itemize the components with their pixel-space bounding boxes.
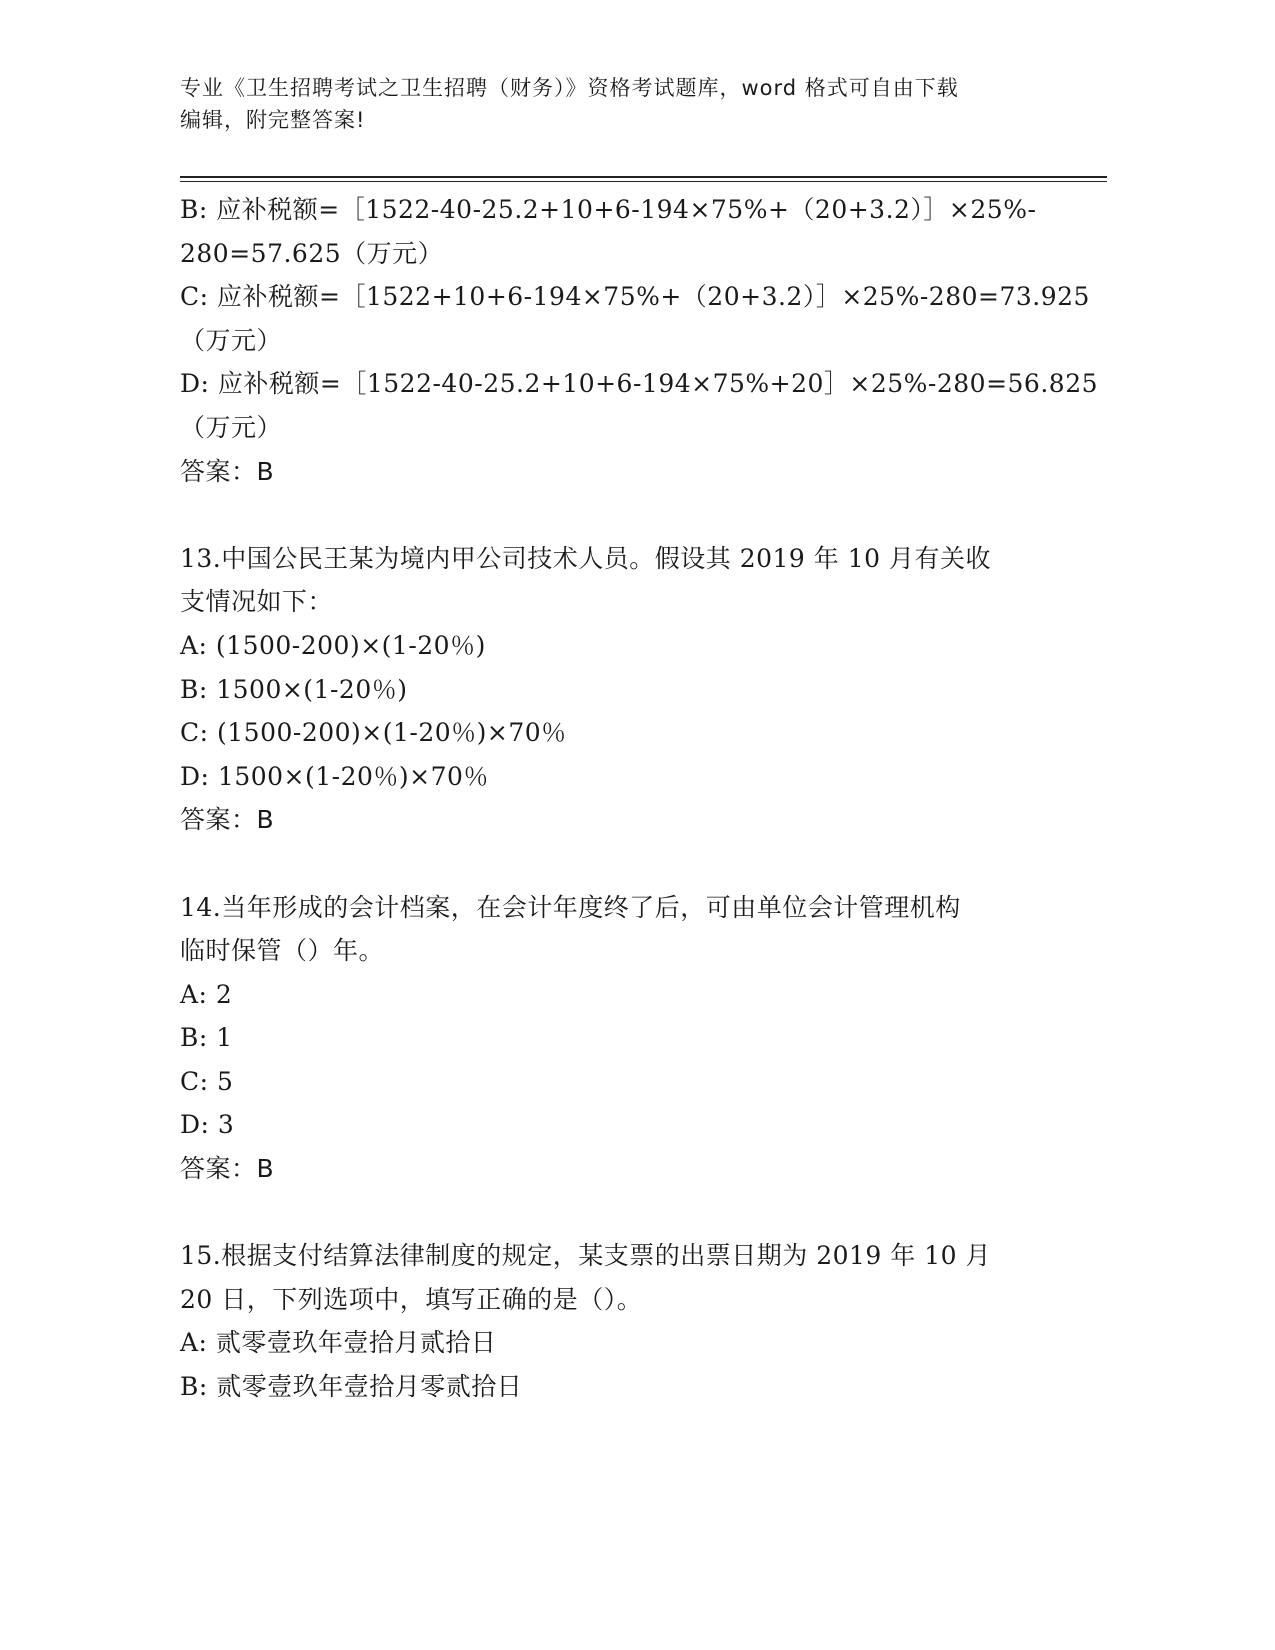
header-title-line-1: 专业《卫生招聘考试之卫生招聘（财务）》资格考试题库，word 格式可自由下载 <box>180 76 959 100</box>
q15-stem-line-1: 15.根据支付结算法律制度的规定，某支票的出票日期为 2019 年 10 月 <box>180 1241 991 1271</box>
q13-option-b: B: 1500×(1-20％) <box>180 674 408 704</box>
q13-stem-line-1: 13.中国公民王某为境内甲公司技术人员。假设其 2019 年 10 月有关收 <box>180 543 991 573</box>
q13-answer: 答案：B <box>180 805 275 835</box>
spacer <box>180 842 1040 886</box>
q15-option-a: A: 贰零壹玖年壹拾月贰拾日 <box>180 1328 497 1358</box>
q12-option-b-line-1: B: 应补税额=［1522-40-25.2+10+6-194×75%+（20+3.2）］×25%- <box>180 195 1037 224</box>
spacer <box>180 493 1040 537</box>
q15-stem-line-2: 20 日，下列选项中，填写正确的是（）。 <box>180 1284 643 1314</box>
q13-option-d: D: 1500×(1-20％)×70％ <box>180 761 489 791</box>
question-list <box>180 188 1099 1409</box>
q14-answer: 答案：B <box>180 1154 275 1184</box>
header-divider-thick <box>180 176 1107 178</box>
q12-option-b-line-2: 280=57.625（万元） <box>180 238 444 268</box>
q12-option-c-line-2: （万元） <box>180 325 283 355</box>
question-15 <box>180 1234 1040 1408</box>
q14-option-c: C: 5 <box>180 1066 234 1096</box>
q14-option-a: A: 2 <box>180 979 233 1009</box>
q14-option-d: D: 3 <box>180 1110 235 1140</box>
q12-option-d-line-1: D: 应补税额=［1522-40-25.2+10+6-194×75%+20］×25%-280=56.825 <box>180 369 1099 399</box>
q14-stem-line-1: 14.当年形成的会计档案，在会计年度终了后，可由单位会计管理机构 <box>180 892 961 922</box>
q13-option-c: C: (1500-200)×(1-20％)×70％ <box>180 718 567 748</box>
question-12 <box>180 188 1099 493</box>
header-divider-thin <box>180 181 1107 182</box>
document-header <box>180 72 1080 136</box>
q14-option-b: B: 1 <box>180 1023 233 1053</box>
q13-option-a: A: (1500-200)×(1-20％) <box>180 630 486 660</box>
question-13 <box>180 537 1040 842</box>
q12-answer: 答案：B <box>180 456 275 486</box>
q12-option-c-line-1: C: 应补税额=［1522+10+6-194×75%+（20+3.2）］×25%-280=73.925 <box>180 282 1090 312</box>
q13-stem-line-2: 支情况如下： <box>180 587 334 617</box>
spacer <box>180 1191 1040 1235</box>
q15-option-b: B: 贰零壹玖年壹拾月零贰拾日 <box>180 1372 523 1402</box>
question-14 <box>180 886 1040 1191</box>
header-title-line-2: 编辑，附完整答案! <box>180 108 366 132</box>
q14-stem-line-2: 临时保管（）年。 <box>180 936 385 966</box>
q12-option-d-line-2: （万元） <box>180 412 283 442</box>
